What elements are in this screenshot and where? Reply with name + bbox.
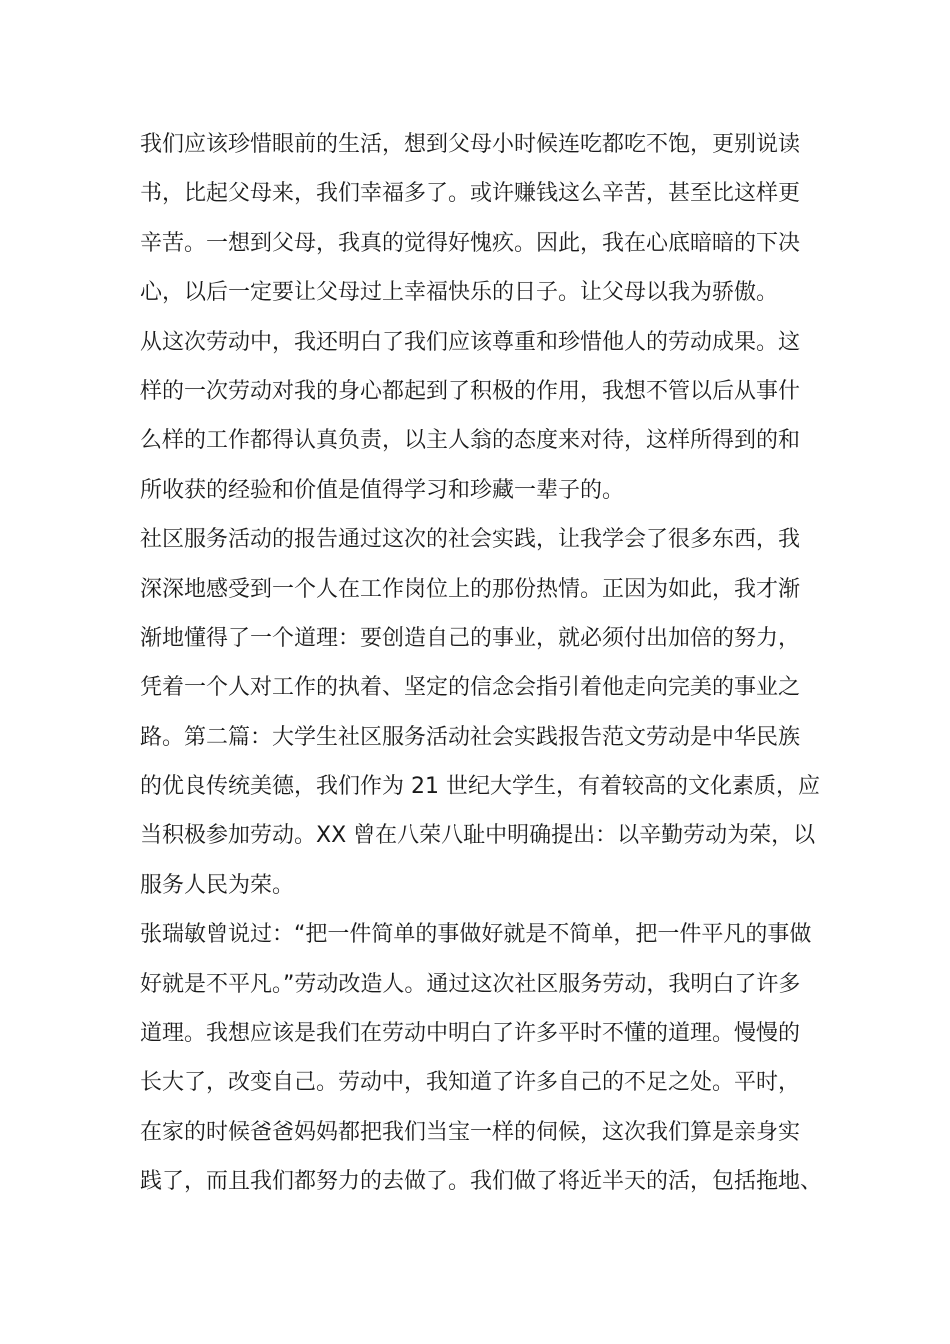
text-line: 心，以后一定要让父母过上幸福快乐的日子。让父母以我为骄傲。 <box>140 280 779 306</box>
text-line: 渐地懂得了一个道理：要创造自己的事业，就必须付出加倍的努力， <box>140 625 801 651</box>
text-line: 我们应该珍惜眼前的生活，想到父母小时候连吃都吃不饱，更别说读 <box>140 132 801 157</box>
text-line: 好就是不平凡。”劳动改造人。通过这次社区服务劳动，我明白了许多 <box>140 971 801 997</box>
text-line: 路。第二篇：大学生社区服务活动社会实践报告范文劳动是中华民族 <box>140 724 801 750</box>
text-line: 当积极参加劳动。XX 曾在八荣八耻中明确提出：以辛勤劳动为荣，以 <box>140 823 816 849</box>
text-line: 书，比起父母来，我们幸福多了。或许赚钱这么辛苦，甚至比这样更 <box>140 181 801 207</box>
text-line: 服务人民为荣。 <box>140 872 295 898</box>
text-line: 所收获的经验和价值是值得学习和珍藏一辈子的。 <box>140 477 625 503</box>
text-line: 从这次劳动中，我还明白了我们应该尊重和珍惜他人的劳动成果。这 <box>140 329 801 355</box>
text-line: 社区服务活动的报告通过这次的社会实践，让我学会了很多东西，我 <box>140 527 801 553</box>
text-line: 践了，而且我们都努力的去做了。我们做了将近半天的活，包括拖地、 <box>140 1169 823 1195</box>
text-line: 长大了，改变自己。劳动中，我知道了许多自己的不足之处。平时， <box>140 1070 801 1096</box>
text-line: 深深地感受到一个人在工作岗位上的那份热情。正因为如此，我才渐 <box>140 576 801 602</box>
text-line: 凭着一个人对工作的执着、坚定的信念会指引着他走向完美的事业之 <box>140 675 801 701</box>
text-line: 在家的时候爸爸妈妈都把我们当宝一样的伺候，这次我们算是亲身实 <box>140 1119 801 1145</box>
text-line: 么样的工作都得认真负责，以主人翁的态度来对待，这样所得到的和 <box>140 428 801 454</box>
text-line: 辛苦。一想到父母，我真的觉得好愧疚。因此，我在心底暗暗的下决 <box>140 230 801 256</box>
text-line: 样的一次劳动对我的身心都起到了积极的作用，我想不管以后从事什 <box>140 378 801 404</box>
text-line: 的优良传统美德，我们作为 21 世纪大学生，有着较高的文化素质，应 <box>140 774 820 800</box>
text-line: 道理。我想应该是我们在劳动中明白了许多平时不懂的道理。慢慢的 <box>140 1021 801 1047</box>
text-line: 张瑞敏曾说过：“把一件简单的事做好就是不简单，把一件平凡的事做 <box>140 922 812 948</box>
body-text <box>140 120 830 1207</box>
